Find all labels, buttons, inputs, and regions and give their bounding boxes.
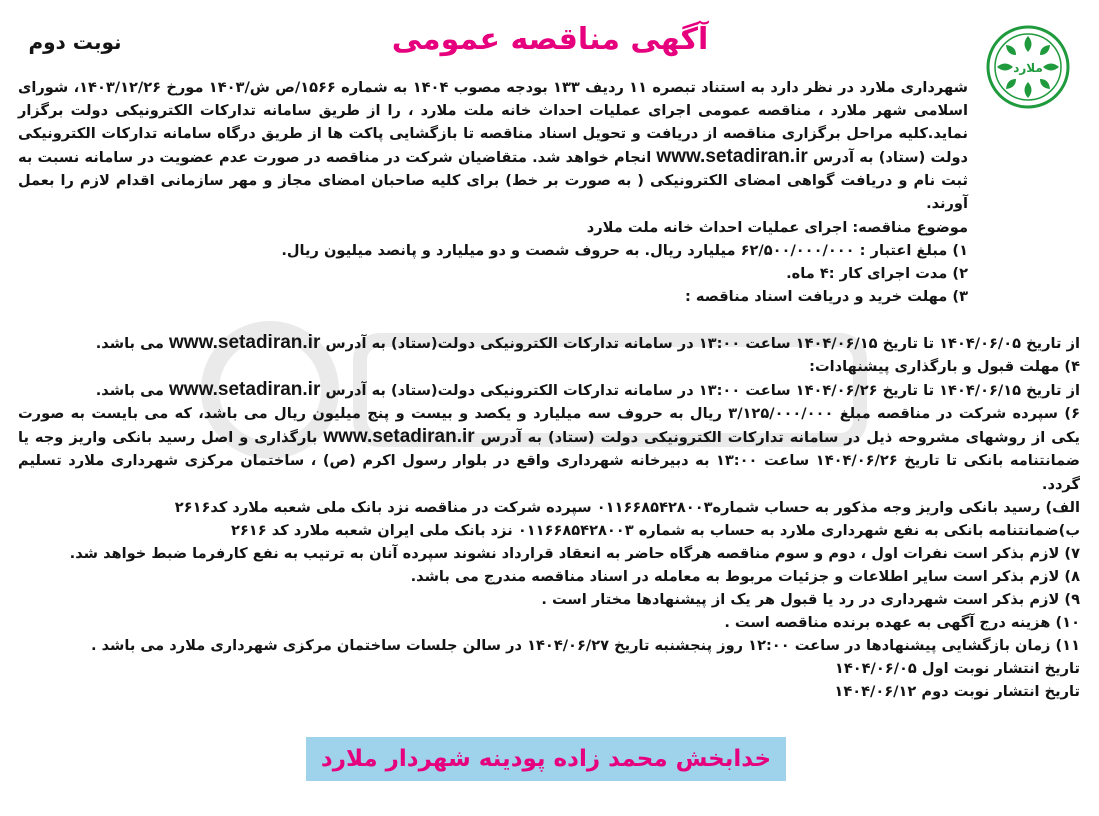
item-6-deposit: ۶) سپرده شرکت در مناقصه مبلغ ۳/۱۲۵/۰۰۰/۰۰۰ ریال به حروف سه میلیارد و یکصد و بیست و پنج میلیون ریال می باشد، که می بایست به صورت یکی از روشهای مشروحه ذیل در سامانه تدارکات الکترونیکی دولت (ستاد) به آدرس www.setadiran.ir بارگذاری و اصل رسید بانکی واریز وجه یا ضمانتنامه بانکی تا تاریخ ۱۴۰۴/۰۶/۲۶ ساعت ۱۳:۰۰ به دبیرخانه شهرداری واقع در بلوار رسول اکرم (ص) ، ساختمان مرکزی شهرداری ملارد تسلیم گردد. [18, 405, 1080, 493]
intro-paragraph [18, 76, 968, 216]
intro-text-end: انجام خواهد شد. متقاضیان شرکت در مناقصه در صورت عدم عضویت در سامانه نسبت به ثبت نام و دریافت گواهی امضای الکترونیکی ( به صورت بر خط) برای کلیه صاحبان امضای مجاز و مهر سازمانی اقدام لازم را بعمل آورند. [18, 149, 968, 213]
notice-title: آگهی مناقصه عمومی [391, 22, 709, 57]
item-2-duration: ۲) مدت اجرای کار :۴ ماه. [786, 264, 968, 282]
item-4-detail: از تاریخ ۱۴۰۴/۰۶/۱۵ تا تاریخ ۱۴۰۴/۰۶/۲۶ ساعت ۱۳:۰۰ در سامانه تدارکات الکترونیکی دولت(ستاد) به آدرس www.setadiran.ir می باشد. [95, 379, 1080, 401]
item-3-detail: از تاریخ ۱۴۰۴/۰۶/۰۵ تا تاریخ ۱۴۰۴/۰۶/۱۵ ساعت ۱۳:۰۰ در سامانه تدارکات الکترونیکی دولت(ستاد) به آدرس www.setadiran.ir می باشد. [95, 332, 1080, 353]
item-10: ۱۰) هزینه درج آگهی به عهده برنده مناقصه است . [724, 614, 1080, 632]
item-11: ۱۱) زمان بازگشایی پیشنهادها در ساعت ۱۲:۰۰ روز پنجشنبه تاریخ ۱۴۰۴/۰۶/۲۷ در سالن جلسات ساختمان مرکزی شهرداری ملارد می باشد . [90, 637, 1080, 655]
item-6b-bank-guarantee: ب)ضمانتنامه بانکی به نفع شهرداری ملارد به حساب به شماره ۰۱۱۶۶۸۵۴۲۸۰۰۳ نزد بانک ملی ایران شعبه ملارد کد ۲۶۱۶ [230, 521, 1080, 539]
item-4-bid-deadline: ۴) مهلت قبول و بارگذاری پیشنهادات: [809, 358, 1080, 376]
round-label: نوبت دوم [28, 30, 122, 54]
item-6a-bank-receipt: الف) رسید بانکی واریز وجه مذکور به حساب شماره۰۱۱۶۶۸۵۴۲۸۰۰۳ سپرده شرکت در مناقصه نزد بانک ملی شعبه ملارد کد۲۶۱۶ [174, 498, 1080, 516]
intro-text: شهرداری ملارد در نظر دارد به استناد تبصره ۱۱ ردیف ۱۳۳ بودجه مصوب ۱۴۰۴ به شماره ۱۵۶۶/ص ش/۱۴۰۳ مورخ ۱۴۰۳/۱۲/۲۶، شورای اسلامی شهر ملارد ، مناقصه عمومی اجرای عملیات احداث خانه ملت ملارد ، را از طریق سامانه تدارکات الکترونیکی دولت برگزار نماید.کلیه مراحل برگزاری مناقصه از دریافت و تحویل اسناد مناقصه تا بازگشایی پاکت ها از طریق درگاه سامانه تدارکات الکترونیکی دولت (ستاد) به آدرس [18, 79, 969, 167]
details-block [18, 331, 1080, 704]
subject-line: موضوع مناقصه: اجرای عملیات احداث خانه ملت ملارد [586, 218, 968, 236]
item-8: ۸) لازم بذکر است سایر اطلاعات و جزئیات مربوط به معامله در اسناد مناقصه مندرج می باشد. [410, 567, 1080, 585]
setadiran-link-2[interactable]: www.setadiran.ir [169, 332, 321, 353]
publication-second: تاریخ انتشار نوبت دوم ۱۴۰۴/۰۶/۱۲ [834, 683, 1080, 701]
intro-block [18, 76, 968, 308]
municipality-logo-icon [985, 24, 1071, 110]
item-9: ۹) لازم بذکر است شهرداری در رد یا قبول هر یک از پیشنهادها مختار است . [541, 591, 1080, 609]
publication-first: تاریخ انتشار نوبت اول ۱۴۰۴/۰۶/۰۵ [834, 660, 1080, 678]
item-7: ۷) لازم بذکر است نفرات اول ، دوم و سوم مناقصه هرگاه حاضر به انعقاد قرارداد نشوند سپرده آنان به ترتیب به نفع کارفرما ضبط خواهد شد. [69, 544, 1080, 562]
svg-text:ملارد: ملارد [1013, 61, 1043, 75]
signature-box [306, 737, 786, 781]
setadiran-link-3[interactable]: www.setadiran.ir [169, 379, 321, 401]
signature: خدابخش محمد زاده پودینه شهردار ملارد [320, 746, 772, 772]
item-1-budget: ۱) مبلغ اعتبار : ۶۲/۵۰۰/۰۰۰/۰۰۰ میلیارد ریال. به حروف شصت و دو میلیارد و پانصد میلیون ریال. [281, 241, 968, 259]
setadiran-link[interactable]: www.setadiran.ir [656, 146, 808, 168]
item-3-document-deadline: ۳) مهلت خرید و دریافت اسناد مناقصه : [684, 287, 968, 305]
setadiran-link-4[interactable]: www.setadiran.ir [323, 426, 475, 448]
